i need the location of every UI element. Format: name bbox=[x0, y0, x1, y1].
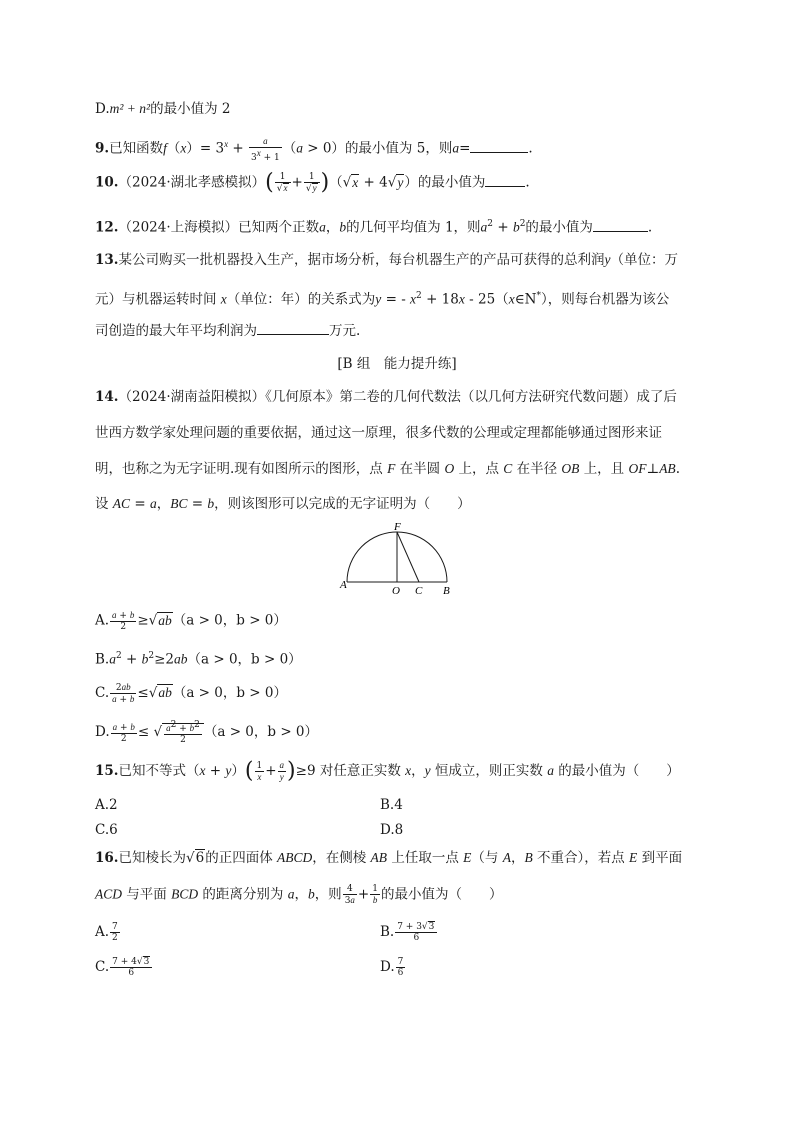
question-14-line-4: 设 AC = a，BC = b，则该图形可以完成的无字证明为（ ） bbox=[95, 496, 471, 512]
question-14-line-2: 世西方数学家处理问题的重要依据，通过这一原理，很多代数的公理或定理都能够通过图形来证 bbox=[95, 425, 662, 441]
label-a: A bbox=[340, 579, 347, 591]
question-13-line-2: 元）与机器运转时间 x（单位：年）的关系式为y = - $x^2 + 18x$ - 25（x∈N*），则每台机器为该公 bbox=[95, 291, 670, 308]
q15-option-c[interactable]: C.6 bbox=[95, 822, 118, 838]
q8-option-d: D.m² + n²的最小值为 2 bbox=[95, 101, 231, 117]
question-14-line-1: 14.（2024·湖南益阳模拟）《几何原本》第二卷的几何代数法（以几何方法研究代数问题）成了后 bbox=[95, 389, 677, 405]
q9-answer-blank[interactable] bbox=[470, 140, 528, 153]
semicircle-figure bbox=[335, 522, 465, 598]
label-c: C bbox=[415, 585, 423, 597]
question-9: 9.已知函数$f(x)= 3^x$ + $\frac{a}{3^x + 1}$ （a > 0）的最小值为 5，则a= . bbox=[95, 135, 533, 163]
q16-option-b[interactable]: B. $\frac{7 + 3√3}{6}$ bbox=[380, 922, 438, 943]
q15-option-a[interactable]: A.2 bbox=[95, 797, 118, 813]
segment-fc bbox=[397, 532, 419, 582]
question-16-line-1: 16.已知棱长为√6的正四面体 ABCD，在侧棱 AB 上任取一点 E（与 A，B 不重合），若点 E 到平面 bbox=[95, 850, 683, 866]
section-heading: [B 组 能力提升练] bbox=[337, 356, 457, 372]
q14-option-c[interactable]: C. $\frac{2ab}{a + b}$ ≤√ab（a > 0，b > 0） bbox=[95, 682, 287, 705]
q15-option-b[interactable]: B.4 bbox=[380, 797, 403, 813]
q8d-expr: m² + n² bbox=[109, 101, 151, 116]
q13-answer-blank[interactable] bbox=[257, 322, 329, 335]
q14-option-d[interactable]: D. $\frac{a + b}{2}$ ≤ √ $\frac{a^2 + b^2}{2}$ （a > 0，b > 0） bbox=[95, 720, 319, 745]
question-14-line-3: 明，也称之为无字证明.现有如图所示的图形，点 F 在半圆 O 上，点 C 在半径 OB 上，且 OF⊥AB. bbox=[95, 461, 680, 477]
q14-option-a[interactable]: A. $\frac{a + b}{2}$ ≥√ab（a > 0，b > 0） bbox=[95, 610, 287, 632]
q10-answer-blank[interactable] bbox=[485, 174, 525, 187]
question-10: 10.（2024·湖北孝感模拟）( $\frac{1}{√x}$ + $\frac{1}{√y}$ )（√x + 4√y）的最小值为 . bbox=[95, 170, 530, 195]
question-16-line-2: ACD 与平面 BCD 的距离分别为 a，b，则 $\frac{4}{3a}$ + $\frac{1}{b}$ 的最小值为（ ） bbox=[95, 884, 503, 906]
q16-option-a[interactable]: A. $\frac{7}{2}$ bbox=[95, 922, 118, 943]
question-15: 15.已知不等式（x + y）( $\frac{1}{x}$ + $\frac{a}{y}$ )≥9 对任意正实数 x，y 恒成立，则正实数 a 的最小值为（ ） bbox=[95, 758, 680, 784]
question-12: 12.（2024·上海模拟）已知两个正数a，b的几何平均值为 1，则$a^2 + b^2$的最小值为 . bbox=[95, 219, 653, 236]
q15-option-d[interactable]: D.8 bbox=[380, 822, 404, 838]
q12-answer-blank[interactable] bbox=[593, 219, 648, 232]
question-13-line-1: 13.某公司购买一批机器投入生产，据市场分析，每台机器生产的产品可获得的总利润y（单位：万 bbox=[95, 252, 678, 268]
q14-option-b[interactable]: $B.a^2 + b^2\ge 2ab(a > 0$，b > 0） bbox=[95, 651, 302, 668]
label-b: B bbox=[443, 585, 450, 597]
label-o: O bbox=[392, 585, 400, 597]
question-13-line-3: 司创造的最大年平均利润为 万元. bbox=[95, 323, 361, 339]
label-f: F bbox=[394, 522, 401, 533]
q16-option-d[interactable]: D. $\frac{7}{6}$ bbox=[380, 957, 404, 978]
q9-fraction: $\frac{a}{3^x + 1}$ bbox=[250, 135, 280, 163]
q16-option-c[interactable]: C. $\frac{7 + 4√3}{6}$ bbox=[95, 957, 153, 978]
